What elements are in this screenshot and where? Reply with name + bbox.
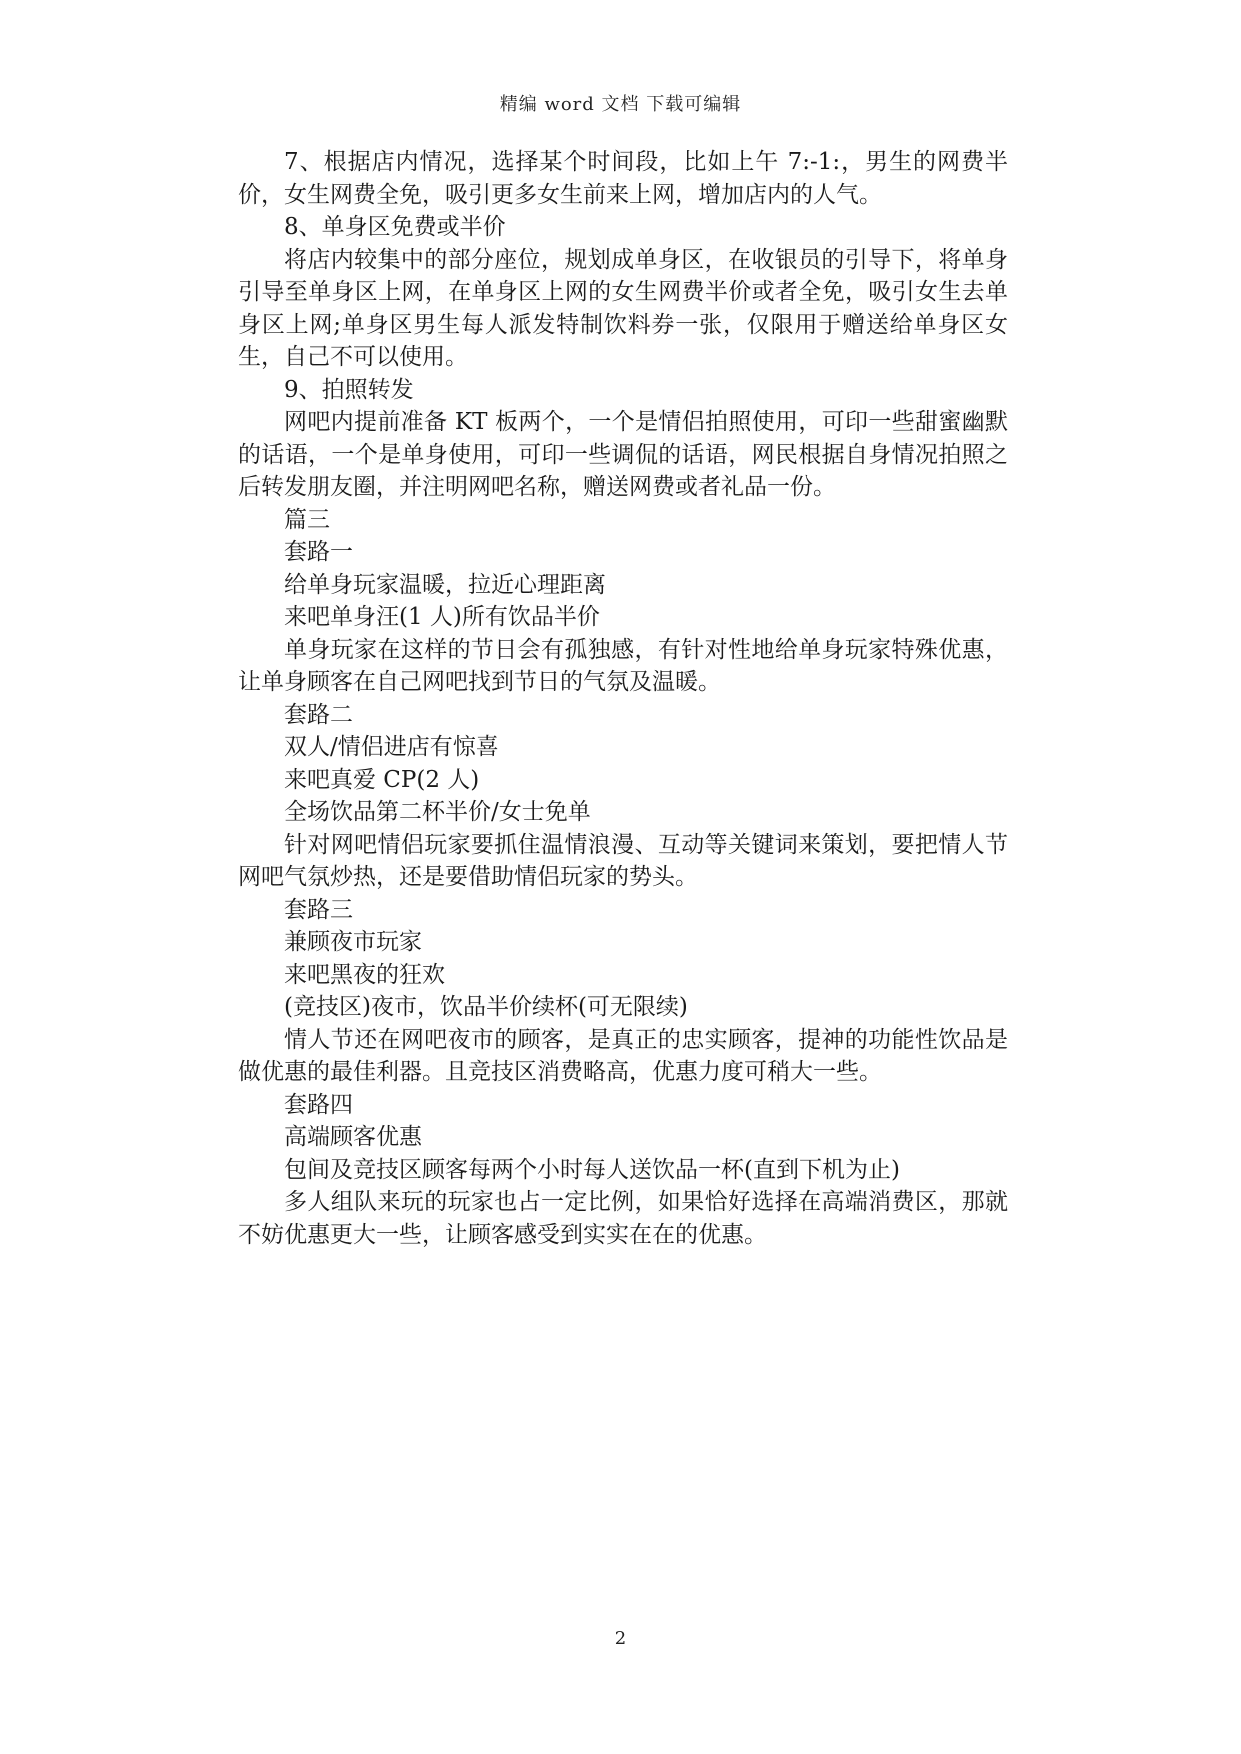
section-heading: 套路三 [284, 896, 353, 923]
paragraph: 来吧真爱 CP(2 人) [284, 766, 480, 793]
paragraph: 包间及竞技区顾客每两个小时每人送饮品一杯(直到下机为止) [284, 1156, 900, 1183]
section-heading: 套路二 [284, 701, 353, 728]
page-number: 2 [614, 1628, 627, 1649]
paragraph: 全场饮品第二杯半价/女士免单 [284, 799, 591, 825]
section-heading: 9、拍照转发 [284, 376, 414, 403]
paragraph: 网吧内提前准备 KT 板两个，一个是情侣拍照使用，可印一些甜蜜幽默的话语，一个是单身使用，可印一些调侃的话语，网民根据自身情况拍照之后转发朋友圈，并注明网吧名称，赠送网费或者礼品一份。 [238, 409, 1008, 500]
paragraph: 给单身玩家温暖，拉近心理距离 [284, 571, 606, 598]
paragraph: 将店内较集中的部分座位，规划成单身区，在收银员的引导下，将单身引导至单身区上网，在单身区上网的女生网费半价或者全免，吸引女生去单身区上网;单身区男生每人派发特制饮料券一张，仅限用于赠送给单身区女生，自己不可以使用。 [238, 246, 1008, 370]
paragraph: 针对网吧情侣玩家要抓住温情浪漫、互动等关键词来策划，要把情人节网吧气氛炒热，还是要借助情侣玩家的势头。 [238, 831, 1008, 890]
page-header: 精编 word 文档 下载可编辑 [499, 94, 742, 115]
paragraph: 来吧黑夜的狂欢 [284, 961, 445, 988]
paragraph: 来吧单身汪(1 人)所有饮品半价 [284, 604, 600, 630]
document-body [238, 146, 1008, 1251]
paragraph: (竞技区)夜市，饮品半价续杯(可无限续) [284, 994, 688, 1020]
paragraph: 高端顾客优惠 [284, 1124, 422, 1150]
chapter-heading: 篇三 [284, 506, 330, 533]
paragraph: 双人/情侣进店有惊喜 [284, 734, 499, 760]
section-heading: 8、单身区免费或半价 [284, 214, 506, 240]
paragraph: 7、根据店内情况，选择某个时间段，比如上午 7:-1:，男生的网费半价，女生网费全免，吸引更多女生前来上网，增加店内的人气。 [238, 149, 1008, 208]
section-heading: 套路四 [284, 1091, 353, 1118]
section-heading: 套路一 [284, 539, 353, 565]
paragraph: 情人节还在网吧夜市的顾客，是真正的忠实顾客，提神的功能性饮品是做优惠的最佳利器。且竞技区消费略高，优惠力度可稍大一些。 [238, 1026, 1008, 1085]
paragraph: 多人组队来玩的玩家也占一定比例，如果恰好选择在高端消费区，那就不妨优惠更大一些，让顾客感受到实实在在的优惠。 [238, 1189, 1008, 1248]
paragraph: 兼顾夜市玩家 [284, 929, 422, 955]
paragraph: 单身玩家在这样的节日会有孤独感，有针对性地给单身玩家特殊优惠，让单身顾客在自己网吧找到节日的气氛及温暖。 [238, 636, 1008, 695]
